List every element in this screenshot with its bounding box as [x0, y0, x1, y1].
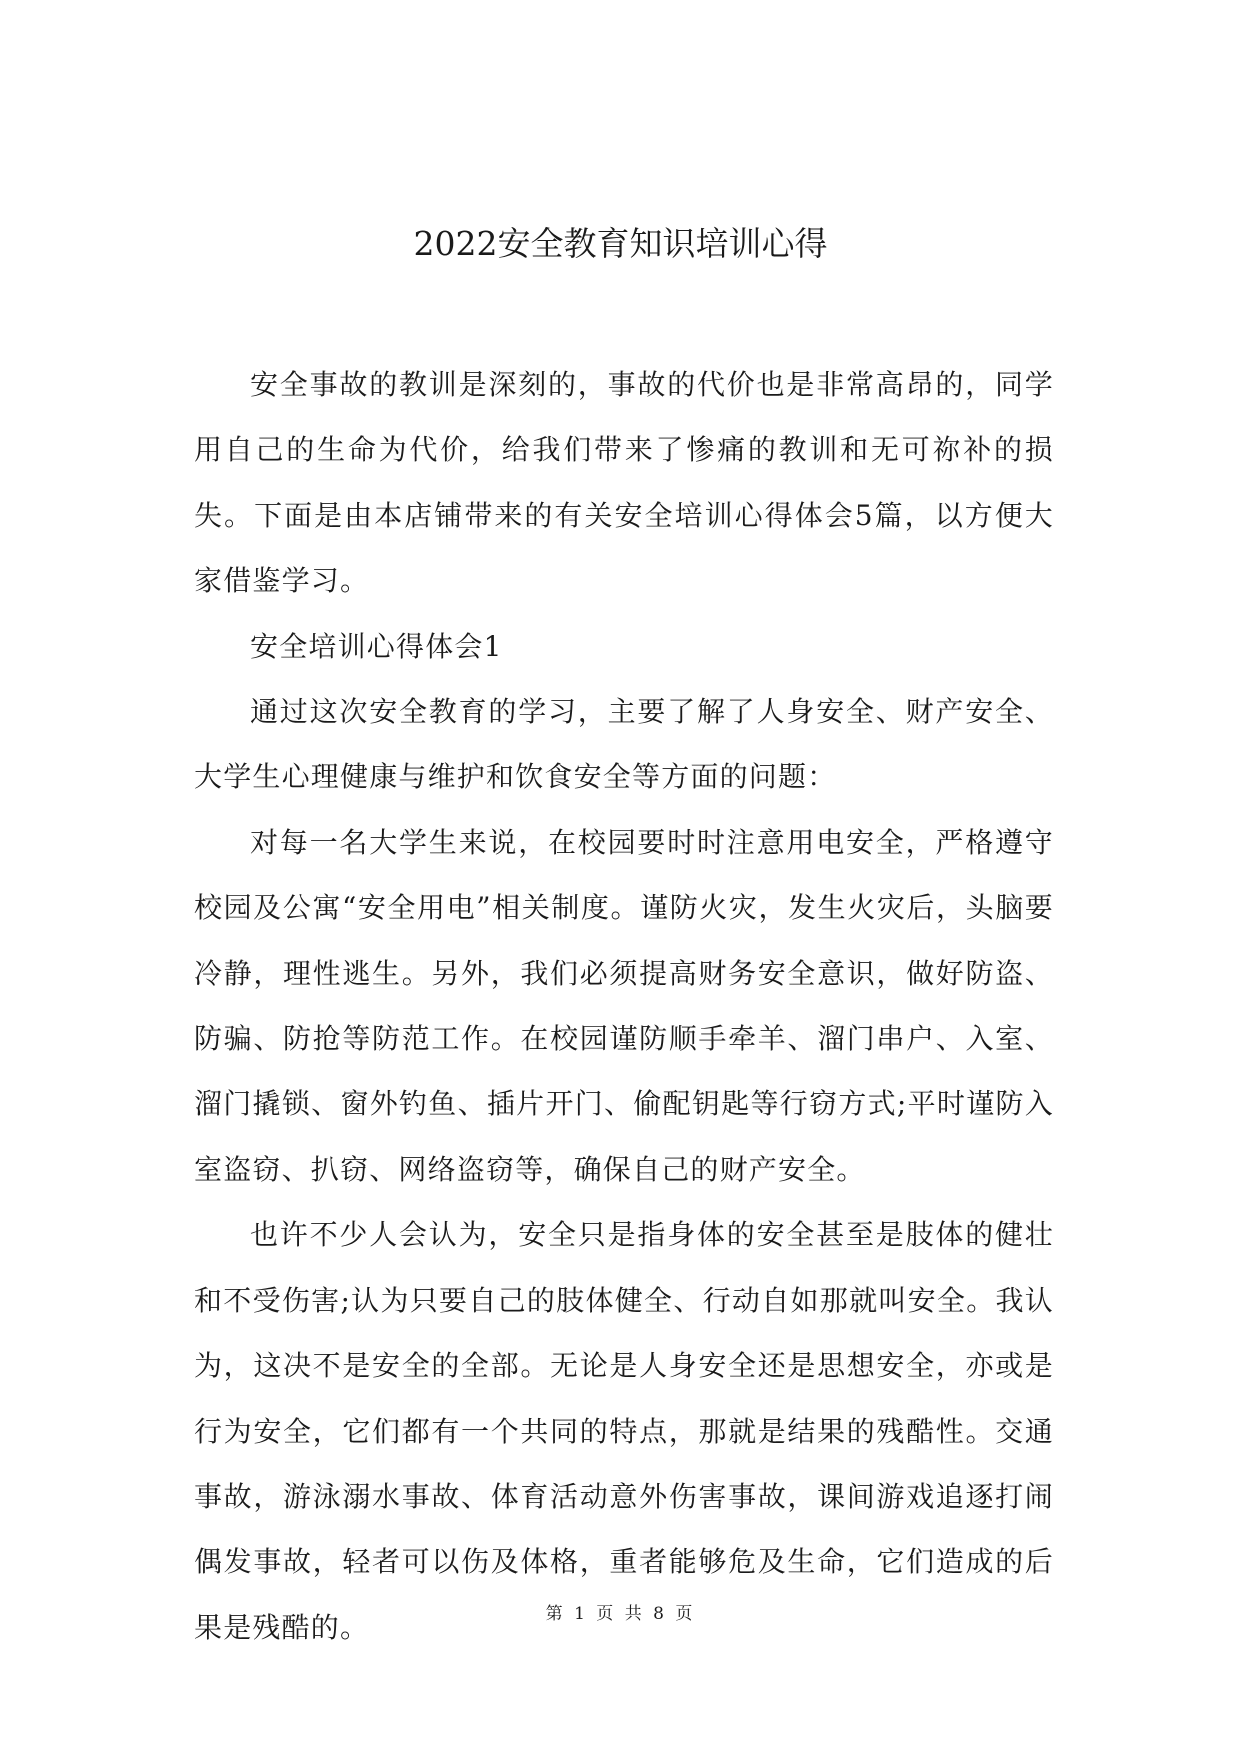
document-title: 2022安全教育知识培训心得 — [413, 224, 828, 263]
paragraph-intro: 安全事故的教训是深刻的，事故的代价也是非常高昂的，同学用自己的生命为代价，给我们带来了惨痛的教训和无可祢补的损失。下面是由本店铺带来的有关安全培训心得体会5篇，以方便大家借鉴学习。 — [194, 368, 1054, 598]
paragraph: 对每一名大学生来说，在校园要时时注意用电安全，严格遵守校园及公寓“安全用电”相关制度。谨防火灾，发生火灾后，头脑要冷静，理性逃生。另外，我们必须提高财务安全意识，做好防盗、防骗、防抢等防范工作。在校园谨防顺手牵羊、溜门串户、入室、溜门撬锁、窗外钓鱼、插片开门、偷配钥匙等行窃方式;平时谨防入室盗窃、扒窃、网络盗窃等，确保自己的财产安全。 — [194, 825, 1054, 1186]
section-heading: 安全培训心得体会1 — [250, 629, 503, 663]
paragraph: 也许不少人会认为，安全只是指身体的安全甚至是肢体的健壮和不受伤害;认为只要自己的肢体健全、行动自如那就叫安全。我认为，这决不是安全的全部。无论是人身安全还是思想安全，亦或是行为安全，它们都有一个共同的特点，那就是结果的残酷性。交通事故，游泳溺水事故、体育活动意外伤害事故，课间游戏追逐打闹偶发事故，轻者可以伤及体格，重者能够危及生命，它们造成的后果是残酷的。 — [194, 1218, 1054, 1644]
page-footer: 第 1 页 共 8 页 — [545, 1604, 696, 1624]
document-body — [194, 352, 1054, 1660]
paragraph: 通过这次安全教育的学习，主要了解了人身安全、财产安全、大学生心理健康与维护和饮食安全等方面的问题： — [194, 695, 1054, 794]
